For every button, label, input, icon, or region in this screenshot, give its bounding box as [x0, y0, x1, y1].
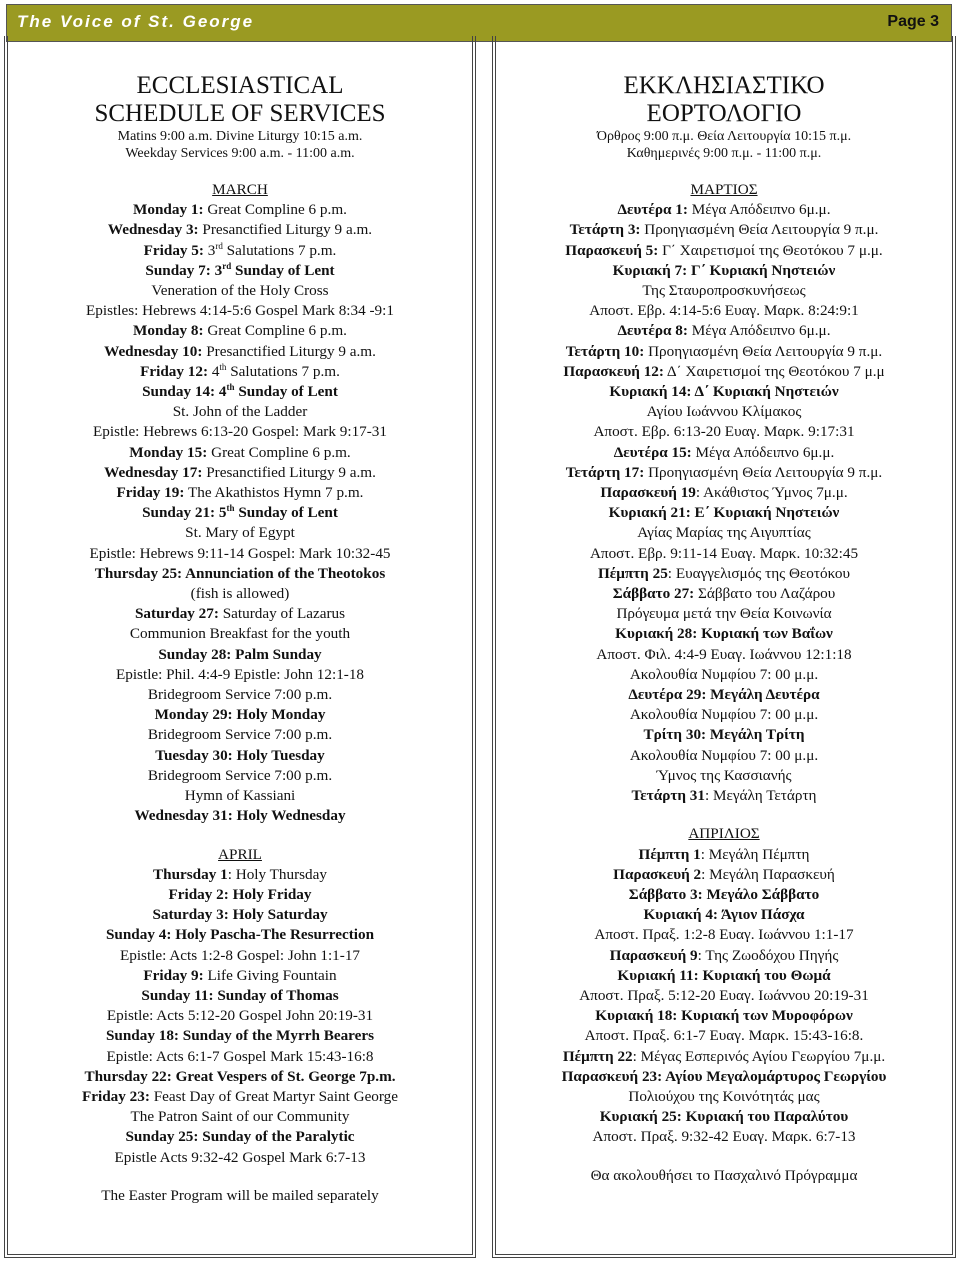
entry-text: Κυριακή 25: Κυριακή του Παραλύτου — [599, 1108, 849, 1126]
march-schedule-entry — [8, 382, 472, 402]
entry-text: Αποστ. Εβρ. 6:13-20 Ευαγ. Μαρκ. 9:17:31 — [593, 423, 855, 441]
entry-text: Κυριακή 4: Άγιον Πάσχα — [643, 906, 805, 924]
entry-text: Πολιούχου της Κοινότητάς μας — [628, 1087, 820, 1105]
entry-text: Monday 8: — [133, 322, 204, 340]
entry-text: Salutations 7 p.m. — [222, 241, 337, 259]
month-heading-april: APRIL — [218, 845, 262, 863]
greek-schedule-column — [492, 36, 956, 1258]
entry-text: Αγίας Μαρίας της Αιγυπτίας — [637, 524, 811, 542]
april-schedule-entry — [8, 925, 472, 945]
entry-text: Bridegroom Service 7:00 p.m. — [147, 686, 333, 704]
april-schedule-entry — [8, 1087, 472, 1107]
entry-text: Τετάρτη 10: — [565, 342, 645, 360]
march-schedule-entry — [496, 483, 952, 503]
march-schedule-entry — [8, 564, 472, 584]
april-schedule-entry — [8, 1107, 472, 1127]
entry-text: Wednesday 10: — [104, 342, 203, 360]
entry-text: Sunday 18: Sunday of the Myrrh Bearers — [105, 1027, 375, 1045]
entry-text: Πρόγευμα μετά την Θεία Κοινωνία — [616, 605, 832, 623]
entry-text: Great Compline 6 p.m. — [203, 201, 347, 219]
march-schedule-entry — [8, 483, 472, 503]
entry-text: Τρίτη 30: Μεγάλη Τρίτη — [643, 726, 805, 744]
entry-text: Αγίου Ιωάννου Κλίμακος — [646, 403, 802, 421]
march-schedule-entry — [496, 685, 952, 705]
march-schedule-entry — [496, 220, 952, 240]
march-schedule-entry — [496, 463, 952, 483]
entry-text: Friday 5: — [143, 241, 204, 259]
entry-text: Great Compline 6 p.m. — [203, 322, 347, 340]
april-schedule-entry — [496, 1087, 952, 1107]
month-heading-april: ΑΠΡΙΛΙΟΣ — [688, 825, 760, 843]
entry-text: Σάββατο του Λαζάρου — [694, 585, 836, 603]
april-schedule-entry — [8, 1026, 472, 1046]
entry-text: Feast Day of Great Martyr Saint George — [149, 1087, 399, 1105]
entry-text: Αποστ. Πραξ. 5:12-20 Ευαγ. Ιωάννου 20:19-31 — [579, 986, 869, 1004]
entry-text: Monday 29: Holy Monday — [154, 706, 326, 724]
entry-text: Saturday of Lazarus — [218, 605, 346, 623]
entry-text: Πέμπτη 22 — [562, 1047, 633, 1065]
april-schedule-entry — [496, 925, 952, 945]
march-schedule-entry — [8, 281, 472, 301]
entry-text: Κυριακή 28: Κυριακή των Βαΐων — [615, 625, 833, 643]
entry-text: Sunday 7: 3 — [145, 261, 223, 279]
march-schedule-entry — [496, 645, 952, 665]
entry-text: Πέμπτη 25 — [597, 564, 668, 582]
spacer — [496, 806, 952, 824]
march-schedule-entry — [8, 301, 472, 321]
entry-text: Epistle: Hebrews 6:13-20 Gospel: Mark 9:17-31 — [93, 423, 387, 441]
march-schedule-entry — [8, 645, 472, 665]
entry-text: Sunday 25: Sunday of the Paralytic — [125, 1128, 355, 1146]
april-schedule-entry — [496, 986, 952, 1006]
entry-text: Epistle: Hebrews 9:11-14 Gospel: Mark 10:32-45 — [89, 544, 391, 562]
entry-text: Sunday 11: Sunday of Thomas — [141, 986, 339, 1004]
march-schedule-entry — [496, 402, 952, 422]
march-schedule-entry — [496, 766, 952, 786]
spacer — [496, 1148, 952, 1166]
entry-text: Salutations 7 p.m. — [226, 362, 340, 380]
march-schedule-entry — [496, 281, 952, 301]
entry-text: Κυριακή 18: Κυριακή των Μυροφόρων — [595, 1007, 853, 1025]
march-schedule-entry — [8, 624, 472, 644]
entry-text: Τετάρτη 3: — [569, 221, 641, 239]
march-schedule-entry — [496, 362, 952, 382]
entry-text: Veneration of the Holy Cross — [151, 282, 329, 300]
service-times-line-1: Όρθρος 9:00 π.μ. Θεία Λειτουργία 10:15 π.μ. — [596, 129, 852, 144]
march-schedule-entry — [496, 544, 952, 564]
entry-text: Sunday 21: 5 — [142, 504, 227, 522]
entry-text: Sunday of Lent — [234, 383, 338, 401]
entry-text: Presanctified Liturgy 9 a.m. — [202, 463, 376, 481]
march-schedule-entry — [8, 220, 472, 240]
april-schedule-entry — [496, 845, 952, 865]
entry-text: Μέγα Απόδειπνο 6μ.μ. — [687, 201, 831, 219]
march-schedule-entry — [8, 806, 472, 826]
newsletter-title: The Voice of St. George — [17, 12, 255, 31]
entry-text: Sunday of Lent — [231, 261, 335, 279]
entry-text: Epistles: Hebrews 4:14-5:6 Gospel Mark 8:34 -9:1 — [86, 302, 394, 320]
entry-text: Great Compline 6 p.m. — [207, 443, 351, 461]
schedule-title-line-2: ΕΟΡΤΟΛΟΓΙΟ — [646, 100, 802, 127]
entry-text: : Μεγάλη Παρασκευή — [701, 865, 835, 883]
entry-text: Friday 19: — [116, 484, 185, 502]
entry-text: Thursday 25: Annunciation of the Theotokos — [94, 564, 386, 582]
entry-text: : Holy Thursday — [227, 865, 327, 883]
march-schedule-entry — [8, 786, 472, 806]
entry-text: Γ΄ Χαιρετισμοί της Θεοτόκου 7 μ.μ. — [658, 241, 883, 259]
service-times-line-1: Matins 9:00 a.m. Divine Liturgy 10:15 a.m. — [117, 129, 363, 144]
april-schedule-entry — [496, 905, 952, 925]
march-schedule-entry — [496, 261, 952, 281]
march-schedule-entry — [496, 746, 952, 766]
march-schedule-entry — [496, 321, 952, 341]
entry-text: Παρασκευή 2 — [613, 865, 702, 883]
april-schedule-entry — [496, 1107, 952, 1127]
entry-text: Presanctified Liturgy 9 a.m. — [202, 342, 376, 360]
march-schedule-entry — [496, 584, 952, 604]
page-number: Page 3 — [887, 13, 939, 30]
entry-text: Κυριακή 14: Δ΄ Κυριακή Νηστειών — [609, 383, 839, 401]
entry-text: Πέμπτη 1 — [638, 845, 701, 863]
march-schedule-entry — [496, 200, 952, 220]
entry-text: Wednesday 31: Holy Wednesday — [134, 807, 346, 825]
entry-text: Κυριακή 7: Γ΄ Κυριακή Νηστειών — [612, 261, 836, 279]
entry-text: The Patron Saint of our Community — [130, 1108, 350, 1126]
schedule-footer-note: The Easter Program will be mailed separately — [101, 1186, 379, 1204]
april-schedule-entry — [8, 1148, 472, 1168]
entry-text: Κυριακή 11: Κυριακή του Θωμά — [617, 966, 831, 984]
entry-text: Bridegroom Service 7:00 p.m. — [147, 766, 333, 784]
entry-text: Friday 9: — [143, 966, 204, 984]
march-schedule-entry — [496, 624, 952, 644]
march-schedule-entry — [8, 362, 472, 382]
march-schedule-entry — [8, 463, 472, 483]
march-schedule-entry — [8, 725, 472, 745]
march-schedule-entry — [496, 786, 952, 806]
entry-text: : Ακάθιστος Ύμνος 7μ.μ. — [695, 484, 848, 502]
month-heading-march: ΜΑΡΤΙΟΣ — [690, 181, 758, 198]
march-schedule-entry — [8, 705, 472, 725]
entry-text: Αποστ. Φιλ. 4:4-9 Ευαγ. Ιωάννου 12:1:18 — [596, 645, 852, 663]
entry-text: Τετάρτη 17: — [565, 463, 645, 481]
ordinal-suffix: th — [219, 361, 227, 372]
spacer — [8, 1168, 472, 1186]
march-schedule-entry — [8, 766, 472, 786]
spacer — [8, 827, 472, 845]
schedule-footer-note: Θα ακολουθήσει το Πασχαλινό Πρόγραμμα — [590, 1166, 858, 1184]
march-schedule-entry — [496, 342, 952, 362]
march-schedule-entry — [8, 342, 472, 362]
april-schedule-entry — [8, 1067, 472, 1087]
march-schedule-entry — [496, 705, 952, 725]
march-schedule-entry — [8, 665, 472, 685]
april-schedule-entry — [496, 1127, 952, 1147]
entry-text: Friday 12: — [140, 362, 209, 380]
entry-text: Monday 1: — [133, 201, 204, 219]
spacer — [496, 162, 952, 180]
ordinal-suffix: rd — [222, 260, 232, 271]
entry-text: Προηγιασμένη Θεία Λειτουργία 9 π.μ. — [640, 221, 879, 239]
entry-text: Τετάρτη 31 — [631, 787, 705, 805]
ordinal-suffix: th — [226, 381, 235, 392]
march-schedule-entry — [8, 584, 472, 604]
march-schedule-entry — [8, 402, 472, 422]
schedule-title-line-1: ECCLESIASTICAL — [136, 72, 344, 99]
entry-text: St. Mary of Egypt — [185, 524, 295, 542]
entry-text: Communion Breakfast for the youth — [129, 625, 351, 643]
april-schedule-entry — [8, 1127, 472, 1147]
march-schedule-entry — [8, 685, 472, 705]
entry-text: Life Giving Fountain — [203, 966, 337, 984]
entry-text: Presanctified Liturgy 9 a.m. — [198, 221, 373, 239]
entry-text: Μέγα Απόδειπνο 6μ.μ. — [691, 443, 835, 461]
march-schedule-entry — [8, 200, 472, 220]
ordinal-suffix: rd — [215, 240, 223, 251]
entry-text: Tuesday 30: Holy Tuesday — [155, 746, 325, 764]
entry-text: Thursday 1 — [153, 865, 228, 883]
entry-text: Epistle: Phil. 4:4-9 Epistle: John 12:1-18 — [115, 665, 365, 683]
entry-text: Παρασκευή 19 — [600, 484, 696, 502]
entry-text: Παρασκευή 12: — [563, 362, 664, 380]
march-schedule-entry — [496, 301, 952, 321]
entry-text: Bridegroom Service 7:00 p.m. — [147, 726, 333, 744]
entry-text: St. John of the Ladder — [172, 403, 308, 421]
entry-text: 4 — [208, 362, 220, 380]
schedule-title-line-1: ΕΚΚΛΗΣΙΑΣΤΙΚΟ — [623, 72, 825, 99]
entry-text: Sunday 14: 4 — [142, 383, 227, 401]
march-schedule-entry — [496, 523, 952, 543]
entry-text: Thursday 22: Great Vespers of St. George 7p.m. — [84, 1067, 396, 1085]
entry-text: Hymn of Kassiani — [184, 787, 296, 805]
march-schedule-entry — [8, 523, 472, 543]
entry-text: Saturday 3: Holy Saturday — [152, 906, 328, 924]
entry-text: Της Σταυροπροσκυνήσεως — [642, 282, 806, 300]
entry-text: Μέγα Απόδειπνο 6μ.μ. — [687, 322, 831, 340]
april-schedule-entry — [496, 966, 952, 986]
april-schedule-entry — [8, 966, 472, 986]
entry-text: Αποστ. Εβρ. 4:14-5:6 Ευαγ. Μαρκ. 8:24:9:1 — [589, 302, 859, 320]
april-schedule-entry — [496, 946, 952, 966]
entry-text: Παρασκευή 9 — [609, 946, 698, 964]
entry-text: The Akathistos Hymn 7 p.m. — [184, 484, 364, 502]
march-schedule-entry — [496, 665, 952, 685]
entry-text: Αποστ. Πραξ. 9:32-42 Ευαγ. Μαρκ. 6:7-13 — [592, 1128, 856, 1146]
april-schedule-entry — [496, 865, 952, 885]
april-schedule-entry — [8, 905, 472, 925]
entry-text: : Μέγας Εσπερινός Αγίου Γεωργίου 7μ.μ. — [632, 1047, 886, 1065]
march-schedule-entry — [496, 443, 952, 463]
spacer — [8, 162, 472, 180]
entry-text: Friday 23: — [81, 1087, 150, 1105]
march-schedule-entry — [8, 241, 472, 261]
march-schedule-entry — [496, 241, 952, 261]
entry-text: Sunday 28: Palm Sunday — [158, 645, 322, 663]
april-schedule-entry — [8, 885, 472, 905]
entry-text: Δευτέρα 8: — [617, 322, 688, 340]
entry-text: Αποστ. Εβρ. 9:11-14 Ευαγ. Μαρκ. 10:32:45 — [589, 544, 859, 562]
entry-text: 3 — [203, 241, 216, 259]
april-schedule-entry — [496, 1006, 952, 1026]
march-schedule-entry — [496, 725, 952, 745]
entry-text: Αποστ. Πραξ. 6:1-7 Ευαγ. Μαρκ. 15:43-16:8. — [584, 1027, 864, 1045]
entry-text: Δευτέρα 1: — [617, 201, 688, 219]
entry-text: : Μεγάλη Πέμπτη — [700, 845, 810, 863]
entry-text: Epistle: Acts 5:12-20 Gospel John 20:19-31 — [106, 1007, 374, 1025]
ordinal-suffix: th — [226, 503, 235, 514]
entry-text: Epistle: Acts 1:2-8 Gospel: John 1:1-17 — [119, 946, 361, 964]
march-schedule-entry — [8, 604, 472, 624]
april-schedule-entry — [8, 946, 472, 966]
march-schedule-entry — [496, 604, 952, 624]
april-schedule-entry — [8, 1047, 472, 1067]
march-schedule-entry — [496, 564, 952, 584]
entry-text: Αποστ. Πραξ. 1:2-8 Ευαγ. Ιωάννου 1:1-17 — [594, 926, 854, 944]
service-times-line-2: Weekday Services 9:00 a.m. - 11:00 a.m. — [125, 146, 355, 161]
english-schedule-column — [4, 36, 476, 1258]
entry-text: Wednesday 17: — [104, 463, 203, 481]
entry-text: Παρασκευή 5: — [565, 241, 659, 259]
entry-text: Friday 2: Holy Friday — [168, 885, 312, 903]
april-schedule-entry — [496, 1047, 952, 1067]
march-schedule-entry — [8, 746, 472, 766]
entry-text: Epistle Acts 9:32-42 Gospel Mark 6:7-13 — [114, 1148, 366, 1166]
entry-text: Προηγιασμένη Θεία Λειτουργία 9 π.μ. — [644, 463, 883, 481]
entry-text: Sunday of Lent — [234, 504, 338, 522]
march-schedule-entry — [496, 422, 952, 442]
entry-text: Σάββατο 3: Μεγάλο Σάββατο — [628, 885, 820, 903]
entry-text: Sunday 4: Holy Pascha-The Resurrection — [105, 926, 375, 944]
entry-text: Δευτέρα 29: Μεγάλη Δευτέρα — [628, 686, 820, 704]
entry-text: : Μεγάλη Τετάρτη — [704, 787, 817, 805]
march-schedule-entry — [496, 503, 952, 523]
entry-text: Monday 15: — [129, 443, 208, 461]
april-schedule-entry — [496, 885, 952, 905]
april-schedule-entry — [496, 1026, 952, 1046]
march-schedule-entry — [8, 261, 472, 281]
entry-text: Προηγιασμένη Θεία Λειτουργία 9 π.μ. — [644, 342, 883, 360]
march-schedule-entry — [8, 544, 472, 564]
entry-text: Epistle: Acts 6:1-7 Gospel Mark 15:43-16:8 — [106, 1047, 374, 1065]
entry-text: Wednesday 3: — [107, 221, 199, 239]
april-schedule-entry — [8, 986, 472, 1006]
entry-text: : Της Ζωοδόχου Πηγής — [697, 946, 839, 964]
entry-text: Ύμνος της Κασσιανής — [656, 766, 792, 784]
march-schedule-entry — [8, 443, 472, 463]
march-schedule-entry — [8, 422, 472, 442]
entry-text: : Ευαγγελισμός της Θεοτόκου — [667, 564, 851, 582]
april-schedule-entry — [8, 865, 472, 885]
entry-text: (fish is allowed) — [190, 585, 290, 603]
april-schedule-entry — [8, 1006, 472, 1026]
schedule-title-line-2: SCHEDULE OF SERVICES — [94, 100, 386, 127]
entry-text: Κυριακή 21: Ε΄ Κυριακή Νηστειών — [608, 504, 840, 522]
entry-text: Δ΄ Χαιρετισμοί της Θεοτόκου 7 μ.μ — [663, 362, 885, 380]
entry-text: Saturday 27: — [134, 605, 219, 623]
march-schedule-entry — [496, 382, 952, 402]
entry-text: Δευτέρα 15: — [613, 443, 692, 461]
entry-text: Ακολουθία Νυμφίου 7: 00 μ.μ. — [629, 665, 819, 683]
entry-text: Παρασκευή 23: Αγίου Μεγαλομάρτυρος Γεωργίου — [561, 1067, 887, 1085]
april-schedule-entry — [496, 1067, 952, 1087]
service-times-line-2: Καθημερινές 9:00 π.μ. - 11:00 π.μ. — [626, 146, 822, 161]
march-schedule-entry — [8, 503, 472, 523]
entry-text: Ακολουθία Νυμφίου 7: 00 μ.μ. — [629, 746, 819, 764]
march-schedule-entry — [8, 321, 472, 341]
month-heading-march: MARCH — [212, 181, 268, 198]
entry-text: Σάββατο 27: — [612, 585, 695, 603]
entry-text: Ακολουθία Νυμφίου 7: 00 μ.μ. — [629, 706, 819, 724]
